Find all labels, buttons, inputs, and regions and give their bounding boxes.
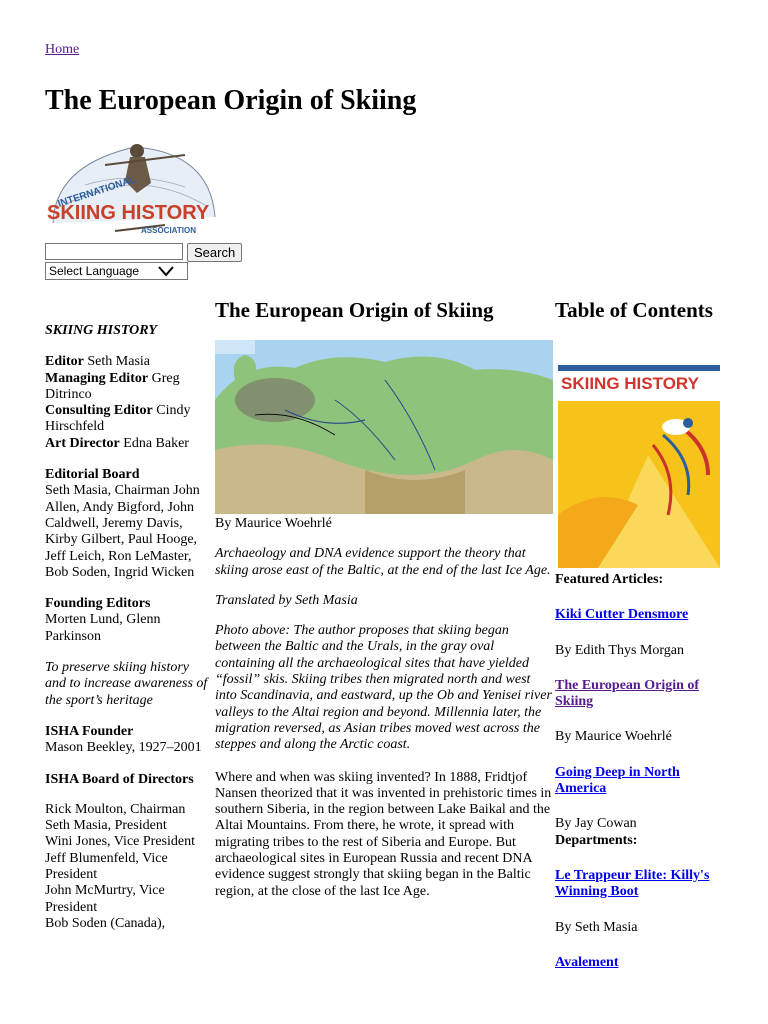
toc-list — [555, 572, 725, 990]
magazine-cover-image — [558, 365, 720, 568]
isha-founder: ISHA Founder Mason Beekley, 1927–2001 — [45, 723, 202, 756]
article-header — [215, 298, 555, 323]
toc-link-kiki-cutter[interactable]: Kiki Cutter Densmore — [555, 607, 689, 623]
board-of-directors-heading: ISHA Board of Directors — [45, 771, 194, 787]
byline: By Maurice Woehrlé — [215, 516, 332, 531]
toc-byline: By Maurice Woehrlé — [555, 729, 672, 745]
chevron-down-icon — [157, 264, 175, 278]
isha-logo — [45, 135, 223, 243]
table-of-contents — [555, 298, 725, 334]
toc-byline: By Jay Cowan — [555, 816, 637, 832]
svg-text:ASSOCIATION: ASSOCIATION — [141, 226, 196, 235]
toc-link-trappeur-elite[interactable]: Le Trappeur Elite: Killy's Winning Boot — [555, 867, 710, 900]
photo-caption: Photo above: The author proposes that skiing began between the Baltic and the Urals, in the gray oval containing all the archaeological sites that have yielded “fossil” skis. Skiing tribes then migrated north and west into Scandinavia, and eastward, up the Ob and Yenisei river valleys to the Altai region and beyond. Millennia later, the migration reversed, as Asian tribes moved west across the steppes and along the Arctic coast. — [215, 623, 552, 753]
founding-editors: Founding Editors Morten Lund, Glenn Parkinson — [45, 596, 161, 644]
translator-credit: Translated by Seth Masia — [215, 592, 358, 608]
language-select[interactable] — [45, 262, 188, 280]
article-title: The European Origin of Skiing — [215, 298, 494, 322]
page-title: The European Origin of Skiing — [45, 85, 417, 116]
mission-statement: To preserve skiing history and to increase awareness of the sport’s heritage — [45, 660, 208, 708]
home-link[interactable]: Home — [45, 42, 80, 57]
search-button[interactable]: Search — [187, 243, 242, 262]
staff-list: Editor Seth Masia Managing Editor Greg Ditrinco Consulting Editor Cindy Hirschfeld Art Director Edna Baker — [45, 354, 191, 451]
board-of-directors: Rick Moulton, Chairman Seth Masia, President Wini Jones, Vice President Jeff Blumenfeld, Vice President John McMurtry, Vice President Bob Soden (Canada), — [45, 801, 195, 931]
toc-link-european-origin[interactable]: The European Origin of Skiing — [555, 677, 700, 710]
svg-text:INTERNATIONAL: INTERNATIONAL — [56, 174, 137, 210]
departments-label: Departments: — [555, 832, 638, 848]
toc-heading: Table of Contents — [555, 298, 713, 322]
masthead-sidebar — [45, 323, 213, 947]
article-body — [215, 516, 555, 914]
svg-text:SKIING HISTORY: SKIING HISTORY — [47, 202, 210, 224]
language-select-label: Select Language — [49, 264, 140, 278]
magazine-title: SKIING HISTORY — [45, 323, 157, 338]
toc-link-going-deep[interactable]: Going Deep in North America — [555, 764, 680, 797]
migration-map-image — [215, 340, 553, 514]
article-paragraph: Where and when was skiing invented? In 1888, Fridtjof Nansen theorized that it was invented in prehistoric times in southern Siberia, in the region between Lake Baikal and the Altai Mountains. From there, he wrote, it spread with migrating tribes to the rest of Siberia and Europe. But archaeological sites in European Russia and recent DNA evidence suggest strongly that skiing began in the Baltic region, at the close of the last Ice Age. — [215, 769, 552, 899]
search-input[interactable] — [45, 243, 183, 260]
search-bar — [45, 243, 242, 262]
featured-articles-label: Featured Articles: — [555, 572, 664, 587]
toc-byline: By Seth Masia — [555, 919, 638, 935]
article-dek: Archaeology and DNA evidence support the theory that skiing arose east of the Baltic, at the end of the last Ice Age. — [215, 546, 551, 578]
editorial-board: Editorial Board Seth Masia, Chairman John Allen, Andy Bigford, John Caldwell, Jeremy Davis, Kirby Gilbert, Paul Hooge, Jeff Leich, Ron LeMaster, Bob Soden, Ingrid Wicken — [45, 467, 200, 580]
toc-link-avalement[interactable]: Avalement — [555, 954, 619, 970]
cover-title: SKIING HISTORY — [561, 374, 699, 393]
toc-byline: By Edith Thys Morgan — [555, 642, 684, 658]
